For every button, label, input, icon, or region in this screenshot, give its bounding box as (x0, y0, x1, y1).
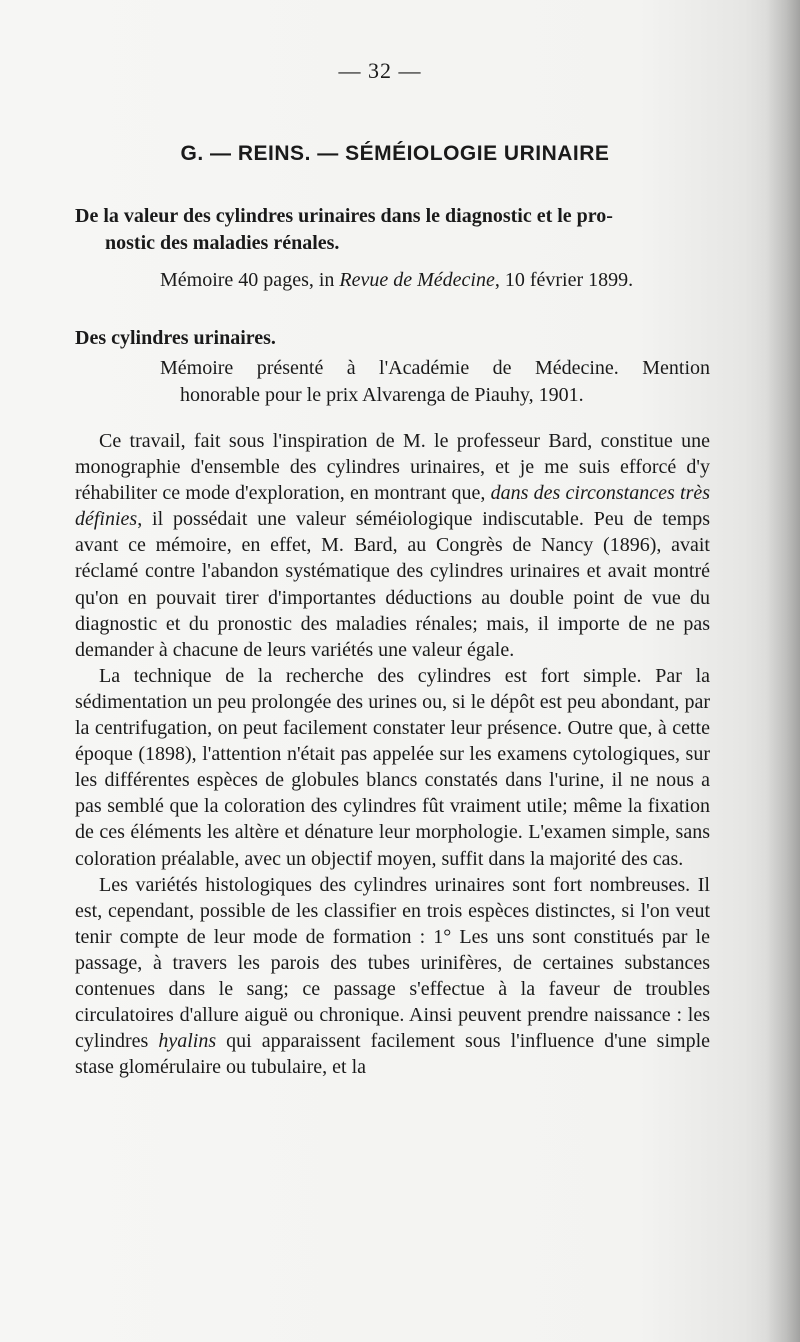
paragraph-1-italic: dans des circonstances très définies (75, 482, 711, 531)
entry-1-detail (160, 267, 720, 294)
entry-2-detail-line-1: Mémoire présenté à l'Académie de Médecine. Mention (160, 357, 710, 379)
entry-1-journal: Revue de Médecine (339, 269, 495, 291)
body-text (75, 428, 710, 1080)
paragraph-1 (75, 428, 710, 663)
page-number: — 32 — (338, 58, 422, 83)
section-title: G. — REINS. — SÉMÉIOLOGIE URINAIRE (180, 142, 610, 165)
entry-2-title (75, 325, 707, 352)
entry-1-detail-prefix: Mémoire 40 pages, in (160, 269, 340, 291)
paragraph-2: La technique de la recherche des cylindres est fort simple. Par la sédimentation un peu prolongée des urines ou, si le dépôt est peu abondant, par la centrifugation, on peut facilement constater leur présence. Outre que, à cette époque (1898), l'attention n'était pas appelée sur les examens cytologiques, sur les différentes espèces de globules blancs constatés dans l'urine, il ne nous a pas semblé que la coloration des cylindres fût vraiment utile; même la fixation de ces éléments les altère et dénature leur morphologie. L'examen simple, sans coloration préalable, avec un objectif moyen, suffit dans la majorité des cas. (75, 664, 710, 870)
paragraph-3 (75, 872, 710, 1081)
binding-shadow (766, 0, 800, 1342)
entry-1-title-line-2: nostic des maladies rénales. (105, 232, 340, 254)
entry-2-title-line-1: Des cylindres urinaires. (75, 327, 276, 349)
paragraph-3-part-a: Les variétés histologiques des cylindres urinaires sont fort nombreuses. Il est, cependant, possible de les classifier en trois espèces distinctes, si l'on veut tenir compte de leur mode de formation : 1° Les uns sont constitués par le passage, à travers les parois des tubes urinifères, de certaines substances contenues dans le sang; ce passage s'effectue à la faveur de troubles circulatoires d'allure aiguë ou chronique. Ainsi peuvent prendre naissance : les cylindres (75, 873, 710, 1053)
paragraph-1-part-b: , il possédait une valeur séméiologique indiscutable. Peu de temps avant ce mémoire, en effet, M. Bard, au Congrès de Nancy (1896), avait réclamé contre l'abandon systématique des cylindres urinaires et avait montré qu'on en pouvait tirer d'importantes déductions au double point de vue du diagnostic et du pronostic des maladies rénales; mais, il importe de ne pas demander à chacune de leurs variétés une valeur égale. (75, 508, 710, 661)
entry-1-title-line-1: De la valeur des cylindres urinaires dans le diagnostic et le pro- (75, 205, 613, 227)
paragraph-3-italic: hyalins (158, 1030, 217, 1053)
entry-1-title (75, 203, 707, 257)
entry-2-detail-line-2: honorable pour le prix Alvarenga de Piauhy, 1901. (180, 384, 584, 406)
paragraph-1-part-a: Ce travail, fait sous l'inspiration de M. le professeur Bard, constitue une monographie d'ensemble des cylindres urinaires, et je me suis efforcé d'y réhabiliter ce mode d'exploration, en montrant que, (75, 430, 710, 505)
paragraph-3-part-b: qui apparaissent facilement sous l'influence d'une simple stase glomérulaire ou tubulaire, et la (75, 1030, 711, 1079)
entry-1-detail-suffix: , 10 février 1899. (494, 269, 634, 291)
